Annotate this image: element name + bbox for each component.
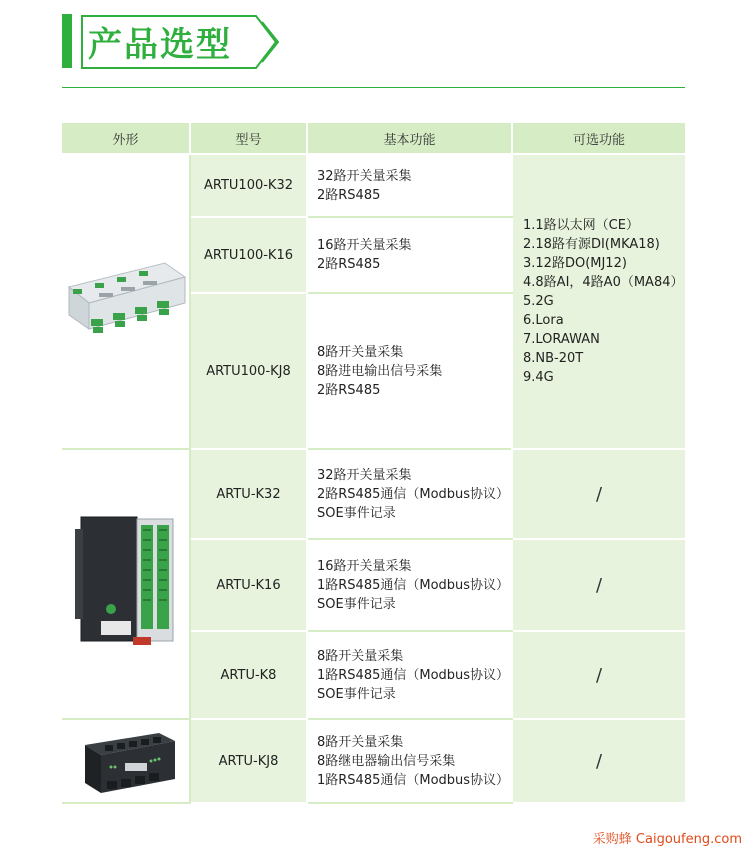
basic-functions-cell: 8路开关量采集 1路RS485通信（Modbus协议） SOE事件记录 [307, 631, 512, 719]
product-image-cell [62, 449, 190, 719]
watermark: 采购蜂 Caigoufeng.com [592, 832, 742, 847]
optional-functions-cell: / [512, 449, 686, 539]
product-selection-table [62, 123, 687, 804]
basic-functions-cell: 8路开关量采集 8路继电器输出信号采集 1路RS485通信（Modbus协议） [307, 719, 512, 803]
table-row [62, 449, 686, 539]
table-row [62, 719, 686, 803]
compact-module-icon [71, 723, 181, 799]
title-divider [62, 87, 685, 88]
model-cell: ARTU100-KJ8 [190, 293, 307, 449]
model-cell: ARTU-K16 [190, 539, 307, 631]
model-cell: ARTU100-K32 [190, 154, 307, 217]
title-accent-bar [62, 14, 72, 68]
basic-functions-cell: 32路开关量采集 2路RS485 [307, 154, 512, 217]
tall-terminal-module-icon [71, 509, 181, 659]
model-cell: ARTU-KJ8 [190, 719, 307, 803]
optional-functions-cell: 1.1路以太网（CE） 2.18路有源DI(MKA18) 3.12路DO(MJ12) 4.8路AI，4路A0（MA84） 5.2G 6.Lora 7.LORAWAN 8.NB-20T 9.4G [512, 154, 686, 449]
optional-functions-cell: / [512, 631, 686, 719]
header-optional-functions: 可选功能 [512, 123, 686, 154]
product-image-cell [62, 154, 190, 449]
basic-functions-cell: 8路开关量采集 8路进电输出信号采集 2路RS485 [307, 293, 512, 449]
basic-functions-cell: 16路开关量采集 2路RS485 [307, 217, 512, 293]
model-cell: ARTU-K32 [190, 449, 307, 539]
model-cell: ARTU100-K16 [190, 217, 307, 293]
page-title: 产品选型 [88, 25, 232, 65]
table-header-row [62, 123, 686, 154]
din-rail-module-icon [65, 259, 187, 345]
optional-functions-cell: / [512, 719, 686, 803]
basic-functions-cell: 32路开关量采集 2路RS485通信（Modbus协议） SOE事件记录 [307, 449, 512, 539]
model-cell: ARTU-K8 [190, 631, 307, 719]
header-model: 型号 [190, 123, 307, 154]
product-image-cell [62, 719, 190, 803]
header-appearance: 外形 [62, 123, 190, 154]
table-row [62, 154, 686, 217]
header-basic-functions: 基本功能 [307, 123, 512, 154]
basic-functions-cell: 16路开关量采集 1路RS485通信（Modbus协议） SOE事件记录 [307, 539, 512, 631]
optional-functions-cell: / [512, 539, 686, 631]
